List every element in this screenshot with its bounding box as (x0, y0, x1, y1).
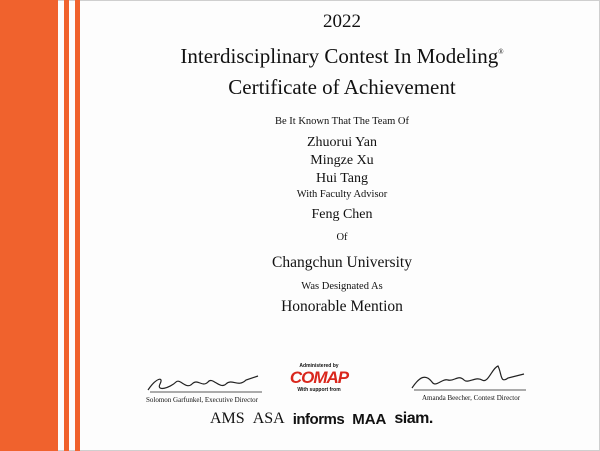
designated-as-label: Was Designated As (301, 281, 383, 292)
be-it-known-label: Be It Known That The Team Of (275, 116, 409, 127)
contest-name-text: Interdisciplinary Contest In Modeling (180, 44, 499, 68)
team-member-1: Zhuorui Yan (306, 135, 377, 150)
comap-block (287, 363, 351, 393)
comap-logo: COMAP (289, 368, 349, 387)
institution-name: Changchun University (272, 254, 412, 271)
decorative-stripes (0, 0, 84, 451)
contest-year: 2022 (323, 11, 361, 32)
contest-director-caption: Amanda Beecher, Contest Director (422, 394, 521, 402)
sponsor-logos (210, 410, 433, 428)
award-designation: Honorable Mention (281, 298, 403, 315)
maa-logo: MAA (352, 410, 387, 428)
ams-logo: AMS (210, 410, 245, 427)
registered-mark: ® (498, 48, 504, 56)
stripe-wide (0, 0, 58, 451)
with-advisor-label: With Faculty Advisor (296, 189, 388, 200)
of-label: Of (336, 232, 348, 243)
executive-director-signature (146, 370, 266, 396)
team-member-2: Mingze Xu (310, 153, 374, 168)
contest-director-signature (406, 364, 530, 394)
signature-scribble-left (146, 370, 266, 396)
certificate-title: Certificate of Achievement (228, 75, 456, 99)
stripe-thin-1 (64, 0, 69, 451)
executive-director-caption: Solomon Garfunkel, Executive Director (146, 396, 258, 404)
team-member-3: Hui Tang (315, 171, 369, 186)
siam-logo: siam. (394, 410, 433, 427)
stripe-thin-2 (75, 0, 80, 451)
faculty-advisor: Feng Chen (311, 207, 373, 222)
administered-by-label: Administered by (299, 363, 339, 369)
signature-scribble-right (406, 364, 530, 394)
support-from-label: With support from (297, 387, 341, 393)
asa-logo: ASA (252, 410, 285, 427)
contest-name (84, 44, 600, 69)
informs-logo: informs (292, 410, 345, 428)
